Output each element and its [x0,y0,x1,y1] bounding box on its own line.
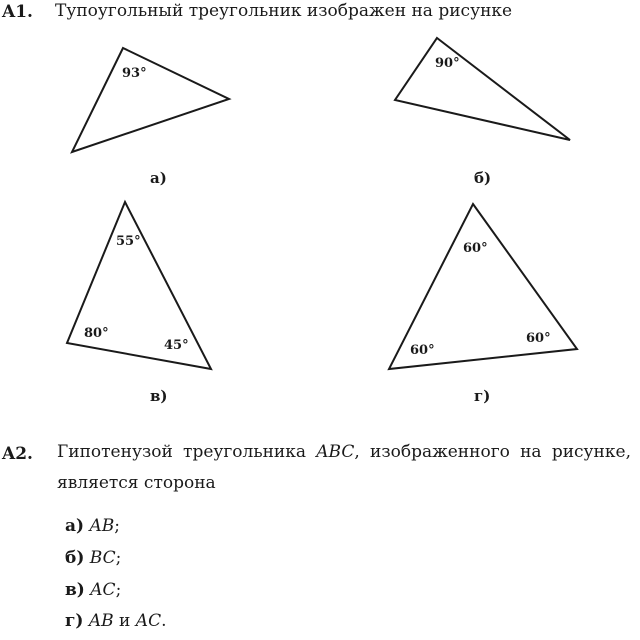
question-a1-text: Тупоугольный треугольник изображен на рисунке [55,1,513,21]
triangle-a [72,48,229,152]
answer-g-value-1: AB [88,611,114,631]
triangle-v-angle-3: 45° [164,338,189,353]
triangle-g-angle-1: 60° [463,241,488,256]
triangle-v [67,202,211,369]
question-a2-triangle-name: ABC [316,442,355,462]
figure-a-label: а) [150,169,167,187]
answer-v[interactable] [65,580,121,600]
answer-b[interactable] [65,548,121,568]
answer-g-conjunction: и [113,611,136,631]
figure-v-label: в) [150,387,168,405]
answer-a-letter: а) [65,516,85,536]
triangle-b-angle-1: 90° [435,56,460,71]
answer-a-value: AB [89,516,115,536]
answer-v-letter: в) [65,580,85,600]
question-a2-text-part1: Гипотенузой треугольника [57,442,317,462]
answer-b-value: BC [89,548,116,568]
answer-g-letter: г) [65,611,84,631]
answer-b-letter: б) [65,548,85,568]
triangle-g [389,204,577,369]
triangle-v-angle-1: 55° [116,234,141,249]
answer-a-suffix: ; [114,516,120,536]
answer-g[interactable] [65,611,167,631]
question-a2-text [57,437,631,499]
triangle-b-shape [395,38,570,140]
answer-a[interactable] [65,516,120,536]
triangle-a-shape [72,48,229,152]
answer-b-suffix: ; [115,548,122,568]
triangle-v-angle-2: 80° [84,326,109,341]
question-a2-number: A2. [2,444,33,464]
question-a2-text-part2: , изображенного на рисунке, является сторона [57,442,631,493]
answer-g-suffix: . [161,611,167,631]
answer-v-value: AC [90,580,116,600]
answer-v-suffix: ; [115,580,122,600]
triangle-g-angle-3: 60° [526,331,551,346]
triangle-g-angle-2: 60° [410,343,435,358]
triangle-v-shape [67,202,211,369]
question-a1-number: A1. [2,2,33,22]
triangle-a-angle-1: 93° [122,66,147,81]
triangle-b [395,38,570,140]
figure-g-label: г) [474,387,491,405]
answer-g-value-2: AC [135,611,162,631]
figure-b-label: б) [474,169,492,187]
